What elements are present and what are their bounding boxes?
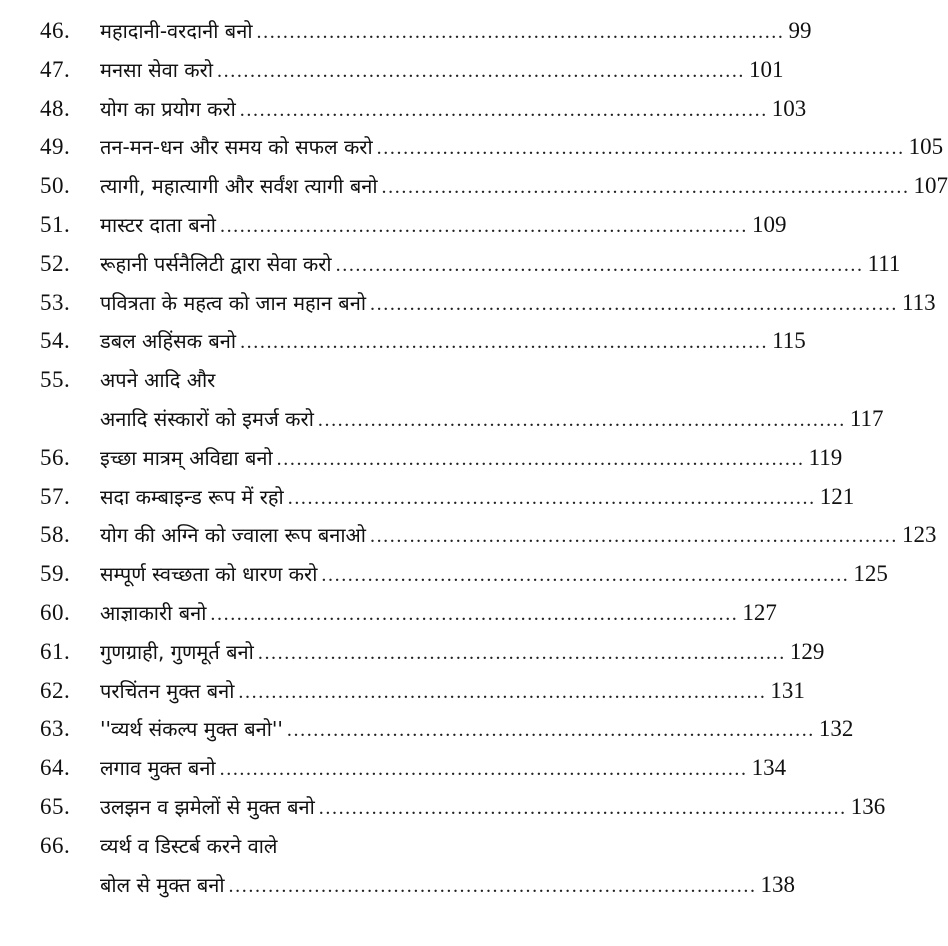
dot-leader: ................................................................................ (318, 796, 847, 819)
entry-title: डबल अहिंसक बनो (100, 329, 237, 354)
toc-entry-51[interactable] (0, 206, 787, 245)
entry-title: योग का प्रयोग करो (100, 96, 236, 121)
dot-leader: ................................................................................ (321, 564, 850, 587)
entry-row (100, 206, 787, 245)
entry-row (100, 516, 937, 555)
entry-row (100, 400, 884, 439)
dot-leader: ................................................................................ (240, 331, 769, 354)
entry-title: लगाव मुक्त बनो (100, 756, 216, 781)
entry-page-number: 115 (772, 328, 806, 354)
entry-page-number: 109 (751, 211, 787, 237)
entry-row (100, 827, 567, 866)
dot-leader: ................................................................................ (256, 21, 785, 43)
dot-leader: ................................................................................ (228, 874, 757, 897)
entry-number: 47. (40, 56, 71, 82)
entry-page-number: 123 (901, 522, 937, 548)
toc-entry-52[interactable] (0, 245, 901, 284)
entry-title: ''व्यर्थ संकल्प मुक्त बनो'' (100, 717, 283, 742)
entry-title: महादानी-वरदानी बनो (100, 19, 253, 43)
entry-page-number: 131 (770, 677, 805, 703)
entry-title: मनसा सेवा करो (100, 57, 214, 82)
entry-number: 51. (40, 211, 71, 237)
entry-row (100, 594, 777, 633)
entry-title: परचिंतन मुक्त बनो (100, 678, 235, 703)
toc-entry-53[interactable] (0, 284, 936, 323)
dot-leader: ................................................................................ (257, 641, 786, 664)
entry-row (100, 12, 812, 51)
toc-entry-65[interactable] (0, 788, 886, 827)
entry-number: 50. (40, 173, 71, 199)
entry-row (100, 866, 796, 905)
dot-leader: ................................................................................ (219, 214, 748, 237)
dot-leader: ................................................................................ (276, 447, 805, 470)
dot-leader: ................................................................................ (369, 525, 898, 548)
entry-page-number: 127 (742, 599, 777, 625)
toc-entry-64[interactable] (0, 749, 787, 788)
toc-entry-55[interactable] (0, 361, 600, 400)
entry-number: 60. (40, 599, 71, 625)
entry-page-number: 105 (908, 134, 944, 160)
toc-entry-59[interactable] (0, 555, 888, 594)
dot-leader: ................................................................................ (238, 680, 767, 703)
toc-entry-61[interactable] (0, 633, 825, 672)
entry-page-number: 107 (913, 173, 948, 199)
dot-leader: ................................................................................ (239, 98, 768, 121)
entry-row (100, 51, 784, 90)
entry-number: 58. (40, 522, 71, 548)
toc-entry-63[interactable] (0, 710, 854, 749)
entry-page-number: 117 (849, 405, 884, 431)
entry-title: आज्ञाकारी बनो (100, 600, 207, 625)
toc-entry-66[interactable] (0, 827, 600, 866)
entry-page-number: 103 (771, 95, 807, 121)
toc-entry-56[interactable] (0, 439, 843, 478)
entry-title: रूहानी पर्सनैलिटी द्वारा सेवा करो (100, 251, 332, 276)
entry-row (100, 633, 825, 672)
entry-row (100, 90, 807, 129)
toc-entry-46[interactable] (0, 12, 812, 51)
entry-number: 59. (40, 561, 71, 587)
entry-number: 57. (40, 483, 71, 509)
entry-title-continued: अनादि संस्कारों को इमर्ज करो (100, 406, 314, 431)
toc-entry-47[interactable] (0, 51, 784, 90)
toc-entry-60[interactable] (0, 594, 777, 633)
entry-page-number: 134 (751, 755, 787, 781)
entry-title: योग की अग्नि को ज्वाला रूप बनाओ (100, 523, 366, 548)
entry-number: 53. (40, 289, 71, 315)
entry-number: 52. (40, 250, 71, 276)
entry-title: तन-मन-धन और समय को सफल करो (100, 135, 373, 160)
entry-page-number: 136 (850, 793, 886, 819)
entry-title: सम्पूर्ण स्वच्छता को धारण करो (100, 562, 318, 587)
dot-leader: ................................................................................ (287, 486, 816, 509)
entry-number: 65. (40, 793, 71, 819)
entry-title: अपने आदि और (100, 368, 216, 393)
entry-title: सदा कम्बाइन्ड रूप में रहो (100, 484, 284, 509)
entry-row (100, 555, 888, 594)
entry-page-number: 129 (789, 638, 825, 664)
entry-page-number: 121 (819, 483, 855, 509)
dot-leader: ................................................................................ (381, 176, 910, 199)
entry-number: 49. (40, 134, 71, 160)
toc-entry-54[interactable] (0, 322, 806, 361)
dot-leader: ................................................................................ (210, 602, 739, 625)
entry-row (100, 361, 567, 400)
toc-entry-49[interactable] (0, 128, 944, 167)
dot-leader: ................................................................................ (217, 59, 746, 82)
entry-number: 55. (40, 367, 71, 393)
dot-leader: ................................................................................ (219, 758, 748, 781)
entry-title: गुणग्राही, गुणमूर्त बनो (100, 639, 254, 664)
entry-row (100, 749, 787, 788)
entry-page-number: 101 (749, 56, 784, 82)
entry-page-number: 111 (867, 250, 901, 276)
entry-title: उलझन व झमेलों से मुक्त बनो (100, 794, 315, 819)
toc-entry-55-continued[interactable] (0, 400, 884, 439)
entry-row (100, 167, 948, 206)
entry-row (100, 322, 806, 361)
toc-entry-58[interactable] (0, 516, 937, 555)
dot-leader: ................................................................................ (376, 137, 905, 160)
entry-page-number: 99 (788, 18, 812, 43)
entry-title: व्यर्थ व डिस्टर्ब करने वाले (100, 833, 278, 858)
entry-number: 61. (40, 638, 71, 664)
toc-entry-57[interactable] (0, 478, 855, 517)
toc-entry-62[interactable] (0, 672, 805, 711)
entry-title: पवित्रता के महत्व को जान महान बनो (100, 290, 367, 315)
entry-page-number: 125 (853, 561, 888, 587)
entry-page-number: 119 (808, 444, 843, 470)
entry-number: 54. (40, 328, 71, 354)
entry-number: 56. (40, 444, 71, 470)
entry-row (100, 439, 843, 478)
entry-row (100, 128, 944, 167)
entry-page-number: 113 (902, 289, 936, 315)
entry-row (100, 245, 901, 284)
dot-leader: ................................................................................ (317, 408, 846, 431)
entry-row (100, 710, 854, 749)
entry-page-number: 138 (760, 871, 796, 897)
entry-number: 66. (40, 832, 71, 858)
dot-leader: ................................................................................ (370, 292, 899, 315)
entry-number: 63. (40, 716, 71, 742)
entry-row (100, 284, 936, 323)
entry-number: 62. (40, 677, 71, 703)
entry-number: 46. (40, 18, 71, 43)
entry-number: 48. (40, 95, 71, 121)
toc-entry-66-continued[interactable] (0, 866, 796, 905)
entry-row (100, 788, 886, 827)
dot-leader: ................................................................................ (286, 719, 815, 742)
toc-entry-50[interactable] (0, 167, 948, 206)
entry-title-continued: बोल से मुक्त बनो (100, 872, 225, 897)
dot-leader: ................................................................................ (335, 253, 864, 276)
entry-row (100, 672, 805, 711)
toc-entry-48[interactable] (0, 90, 807, 129)
entry-row (100, 478, 855, 517)
entry-title: मास्टर दाता बनो (100, 212, 216, 237)
entry-title: त्यागी, महात्यागी और सर्वंश त्यागी बनो (100, 174, 378, 199)
table-of-contents (0, 12, 948, 904)
entry-title: इच्छा मात्रम् अविद्या बनो (100, 445, 273, 470)
entry-number: 64. (40, 755, 71, 781)
entry-page-number: 132 (818, 716, 854, 742)
